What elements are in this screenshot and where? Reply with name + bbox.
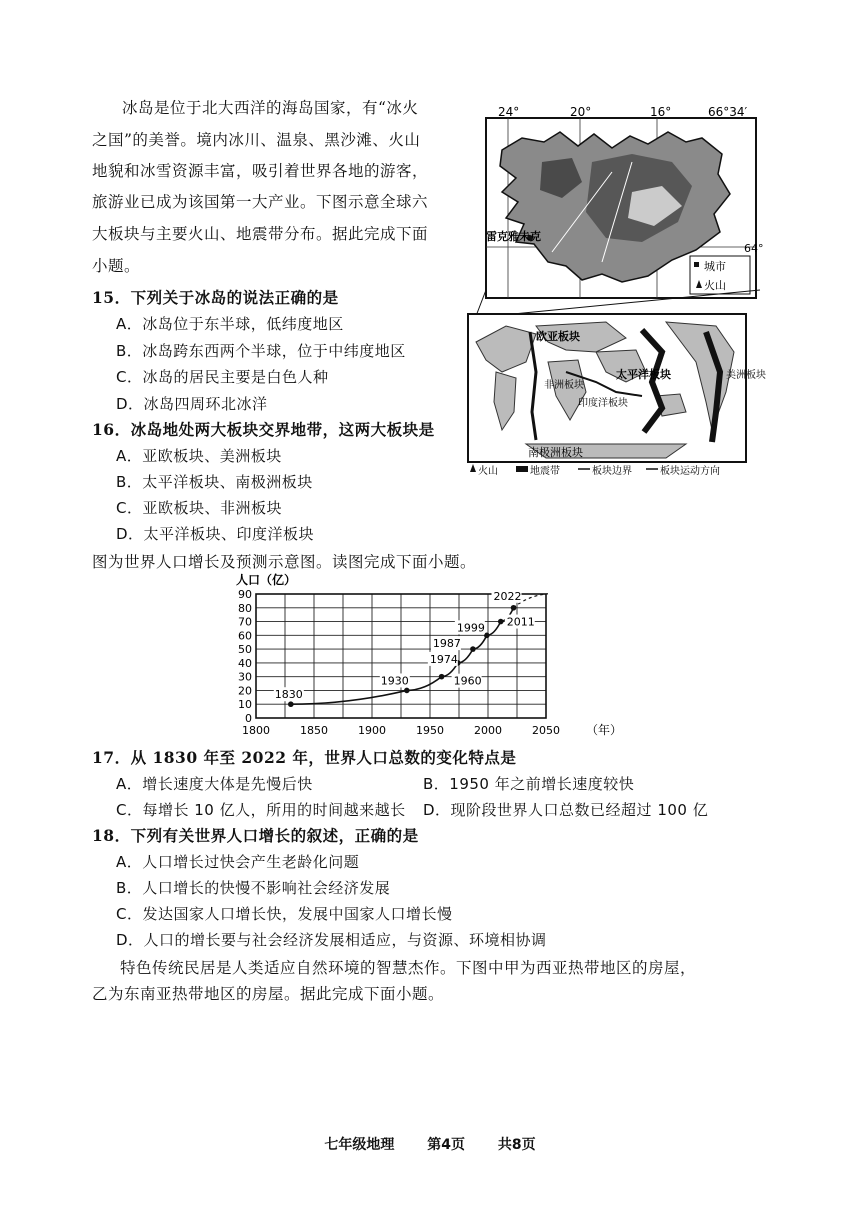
- plate-label-eurasian: 欧亚板块: [536, 330, 580, 343]
- q15-option-d[interactable]: D．冰岛四周环北冰洋: [116, 395, 268, 413]
- y-tick-label: 60: [238, 629, 252, 643]
- plate-label-indian: 印度洋板块: [578, 398, 628, 409]
- q16-option-b[interactable]: B．太平洋板块、南极洲板块: [116, 473, 313, 491]
- legend-plate-motion: 板块运动方向: [660, 466, 720, 477]
- legend-plate-boundary: 板块边界: [592, 466, 632, 477]
- x-tick-label: 1950: [416, 724, 444, 737]
- y-tick-label: 40: [238, 656, 252, 670]
- q18-option-d[interactable]: D．人口的增长要与社会经济发展相适应，与资源、环境相协调: [116, 931, 547, 949]
- reykjavik-label: 雷克雅未克: [486, 230, 541, 243]
- intro-line-3: 地貌和冰雪资源丰富，吸引着世界各地的游客，: [92, 162, 429, 180]
- closing-line-2: 乙为东南亚热带地区的房屋。据此完成下面小题。: [92, 985, 445, 1003]
- intro-line-2: 之国”的美誉。境内冰川、温泉、黑沙滩、火山: [92, 131, 421, 149]
- y-tick-label: 30: [238, 670, 252, 684]
- y-tick-label: 90: [238, 588, 252, 601]
- q15-stem: 15．下列关于冰岛的说法正确的是: [92, 288, 339, 307]
- q16-option-c[interactable]: C．亚欧板块、非洲板块: [116, 499, 282, 517]
- legend-volcano: 火山: [704, 279, 726, 292]
- y-tick-label: 80: [238, 601, 252, 615]
- q17-option-b[interactable]: B．1950 年之前增长速度较快: [423, 775, 635, 793]
- legend-seismic-belt: 地震带: [530, 466, 560, 477]
- plate-label-pacific: 太平洋板块: [616, 368, 671, 381]
- lat-label-64: 64°: [744, 242, 764, 255]
- data-point-2022: [511, 605, 517, 611]
- q15-option-a[interactable]: A．冰岛位于东半球，低纬度地区: [116, 315, 344, 333]
- legend-city: 城市: [704, 260, 726, 273]
- x-tick-label: 1850: [300, 724, 328, 737]
- footer-page-number: 第4页: [427, 1137, 465, 1153]
- lon-label-16: 16°: [650, 105, 672, 119]
- data-point-1987: [470, 646, 476, 652]
- y-tick-label: 70: [238, 615, 252, 629]
- y-tick-label: 10: [238, 698, 252, 712]
- q18-stem: 18．下列有关世界人口增长的叙述，正确的是: [92, 826, 419, 845]
- data-point-1960: [439, 674, 445, 680]
- data-label-1960: 1960: [453, 674, 482, 688]
- intro-line-4: 旅游业已成为该国第一大产业。下图示意全球六: [92, 193, 429, 211]
- x-tick-label: 1800: [242, 724, 270, 737]
- data-label-1999: 1999: [456, 621, 485, 635]
- footer-total-pages: 共8页: [497, 1137, 536, 1153]
- data-label-1987: 1987: [432, 637, 461, 651]
- page-footer: [0, 1134, 860, 1154]
- intro-line-6: 小题。: [92, 257, 141, 275]
- data-point-1930: [404, 688, 410, 694]
- data-point-1830: [288, 701, 294, 707]
- q18-option-a[interactable]: A．人口增长过快会产生老龄化问题: [116, 853, 360, 871]
- q16-option-a[interactable]: A．亚欧板块、美洲板块: [116, 447, 282, 465]
- x-tick-label: 2050: [532, 724, 560, 737]
- q17-option-c[interactable]: C．每增长 10 亿人，所用的时间越来越长: [116, 801, 406, 819]
- q15-option-c[interactable]: C．冰岛的居民主要是白色人种: [116, 368, 329, 386]
- intro-line-1: 冰岛是位于北大西洋的海岛国家，有“冰火: [122, 99, 419, 117]
- q18-option-c[interactable]: C．发达国家人口增长快，发展中国家人口增长慢: [116, 905, 453, 923]
- data-point-1999: [484, 633, 490, 639]
- closing-line-1: 特色传统民居是人类适应自然环境的智慧杰作。下图中甲为西亚热带地区的房屋，: [120, 959, 697, 977]
- data-point-2011: [498, 619, 504, 625]
- footer-subject: 七年级地理: [324, 1137, 395, 1153]
- q15-option-b[interactable]: B．冰岛跨东西两个半球，位于中纬度地区: [116, 342, 406, 360]
- chart-y-axis-label: 人口（亿）: [236, 573, 297, 587]
- legend-volcano-world: 火山: [478, 466, 498, 477]
- q18-option-b[interactable]: B．人口增长的快慢不影响社会经济发展: [116, 879, 391, 897]
- intro-line-5: 大板块与主要火山、地震带分布。据此完成下面: [92, 225, 429, 243]
- lon-label-24: 24°: [498, 105, 520, 119]
- chart-x-axis-label: （年）: [586, 723, 623, 737]
- data-label-1974: 1974: [429, 652, 458, 666]
- data-label-2022: 2022: [493, 589, 522, 603]
- q16-option-d[interactable]: D．太平洋板块、印度洋板块: [116, 525, 315, 543]
- x-tick-label: 2000: [474, 724, 502, 737]
- y-tick-label: 0: [245, 712, 252, 725]
- lon-label-20: 20°: [570, 105, 592, 119]
- data-label-1830: 1830: [274, 688, 303, 702]
- y-tick-label: 50: [238, 643, 252, 657]
- plate-label-american: 美洲板块: [726, 370, 766, 381]
- iceland-map: [482, 102, 764, 302]
- population-intro: 图为世界人口增长及预测示意图。读图完成下面小题。: [92, 553, 477, 571]
- q16-stem: 16．冰岛地处两大板块交界地带，这两大板块是: [92, 420, 435, 439]
- data-label-2011: 2011: [506, 615, 535, 629]
- y-tick-label: 20: [238, 684, 252, 698]
- x-tick-label: 1900: [358, 724, 386, 737]
- world-plate-map: [466, 312, 766, 482]
- q17-stem: 17．从 1830 年至 2022 年，世界人口总数的变化特点是: [92, 748, 517, 767]
- q17-option-a[interactable]: A．增长速度大体是先慢后快: [116, 775, 313, 793]
- population-growth-chart: [232, 570, 622, 742]
- data-label-1930: 1930: [380, 674, 409, 688]
- plate-label-antarctic: 南极洲板块: [528, 446, 583, 459]
- plate-label-african: 非洲板块: [544, 380, 584, 391]
- q17-option-d[interactable]: D．现阶段世界人口总数已经超过 100 亿: [423, 801, 709, 819]
- lon-label-6634: 66°34′: [708, 105, 748, 119]
